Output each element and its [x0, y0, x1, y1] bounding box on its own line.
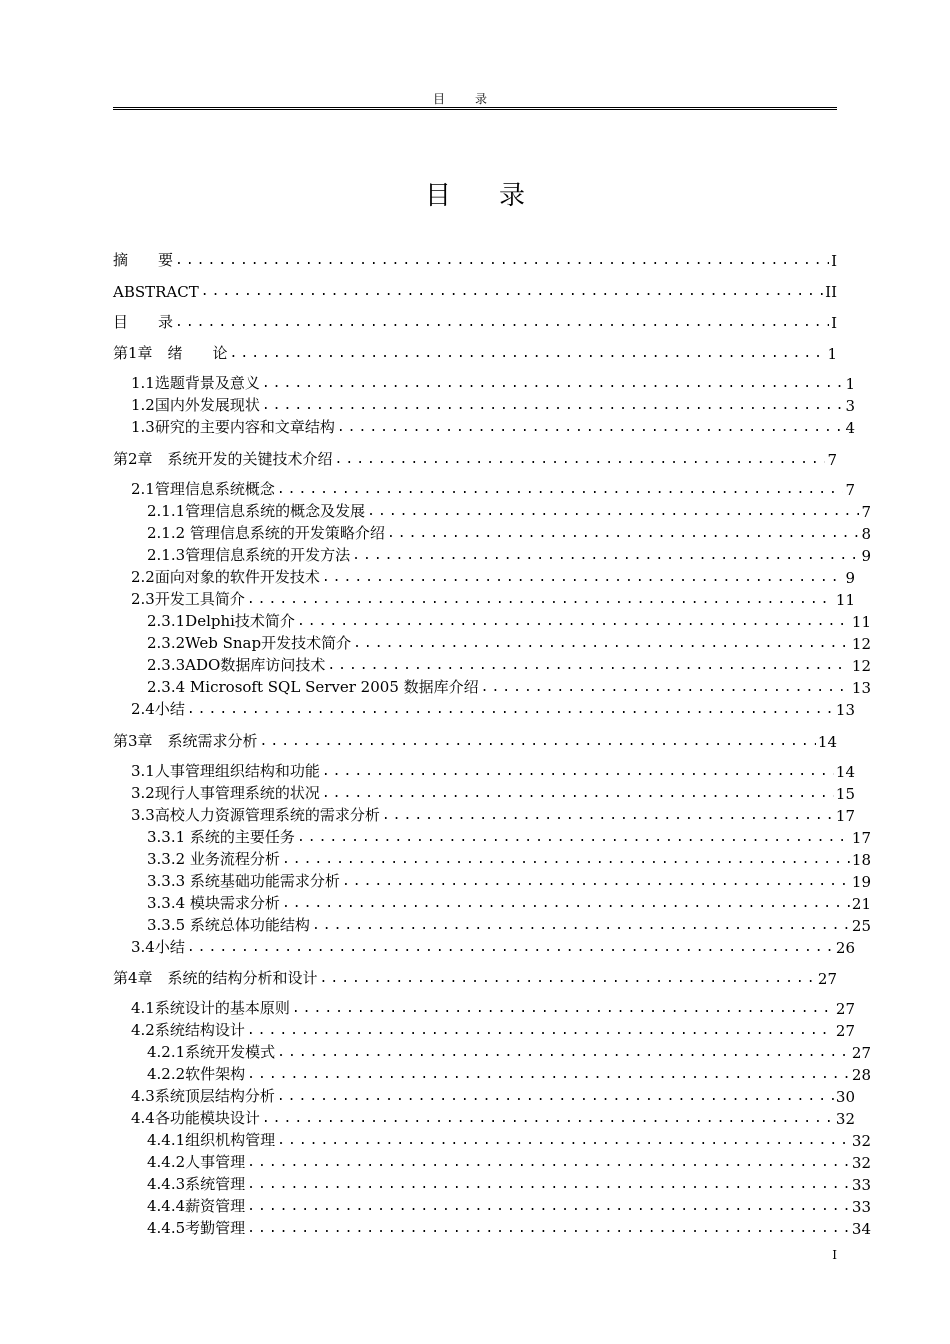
toc-entry-label: 4.4.5考勤管理 [147, 1219, 246, 1237]
toc-entry[interactable] [113, 1040, 871, 1062]
dot-leader [481, 681, 850, 697]
toc-entry[interactable] [113, 415, 855, 437]
toc-entry-page-number: 25 [851, 917, 871, 935]
toc-entry[interactable] [113, 781, 855, 803]
toc-entry[interactable] [113, 521, 871, 543]
toc-entry-page-number: 14 [817, 733, 837, 751]
toc-entry-page-number: 7 [827, 451, 837, 469]
toc-entry-label: 第3章 系统需求分析 [113, 732, 258, 750]
toc-entry-page-number: 30 [835, 1088, 855, 1106]
toc-entry-label: 4.4各功能模块设计 [131, 1109, 260, 1127]
toc-entry-page-number: 12 [851, 635, 871, 653]
toc-entry[interactable] [113, 913, 871, 935]
toc-entry-label: 2.1.1管理信息系统的概念及发展 [147, 502, 366, 520]
toc-entry-label: 3.3.1 系统的主要任务 [147, 828, 295, 846]
toc-entry[interactable] [113, 341, 837, 363]
toc-entry-label: 4.2.2软件架构 [147, 1065, 246, 1083]
dot-leader [175, 254, 829, 270]
toc-entry[interactable] [113, 447, 837, 469]
dot-leader [230, 347, 826, 363]
toc-entry[interactable] [113, 869, 871, 891]
toc-entry-label: 2.4小结 [131, 700, 185, 718]
toc-entry-page-number: 8 [861, 525, 871, 543]
toc-entry-page-number: I [831, 314, 837, 332]
toc-entry[interactable] [113, 310, 837, 332]
toc-entry-label: 目 录 [113, 313, 174, 331]
toc-entry-label: 第1章 绪 论 [113, 344, 228, 362]
toc-entry[interactable] [113, 803, 855, 825]
toc-entry-label: 1.2国内外发展现状 [131, 396, 260, 414]
toc-entry-label: 4.4.1组织机构管理 [147, 1131, 276, 1149]
running-header: 目录 [432, 92, 517, 106]
toc-entry-page-number: 27 [835, 1000, 855, 1018]
toc-entry[interactable] [113, 935, 855, 957]
dot-leader [201, 285, 823, 301]
dot-leader [187, 703, 834, 719]
dot-leader [367, 505, 859, 521]
toc-entry-page-number: 18 [851, 851, 871, 869]
toc-entry-label: 2.3.2Web Snap开发技术简介 [147, 634, 352, 652]
toc-entry-label: 2.2面向对象的软件开发技术 [131, 568, 320, 586]
toc-entry-page-number: II [825, 283, 837, 301]
dot-leader [337, 421, 844, 437]
toc-entry[interactable] [113, 609, 871, 631]
dot-leader [277, 1046, 850, 1062]
toc-entry-label: 2.1.3管理信息系统的开发方法 [147, 546, 351, 564]
dot-leader [382, 809, 834, 825]
dot-leader [247, 1200, 850, 1216]
dot-leader [387, 527, 860, 543]
dot-leader [282, 897, 850, 913]
toc-entry[interactable] [113, 587, 855, 609]
toc-entry-label: 2.3.1Delphi技术简介 [147, 612, 295, 630]
toc-entry[interactable] [113, 1150, 871, 1172]
toc-entry-page-number: 27 [817, 970, 837, 988]
toc-entry[interactable] [113, 759, 855, 781]
dot-leader [352, 549, 859, 565]
dot-leader [247, 1024, 834, 1040]
dot-leader [187, 941, 834, 957]
toc-entry-page-number: 1 [827, 345, 837, 363]
toc-entry-label: 1.3研究的主要内容和文章结构 [131, 418, 335, 436]
toc-entry-page-number: 1 [845, 375, 855, 393]
toc-entry-page-number: 12 [851, 657, 871, 675]
toc-entry[interactable] [113, 1018, 855, 1040]
dot-leader [247, 1222, 850, 1238]
dot-leader [262, 399, 844, 415]
toc-entry-label: 4.1系统设计的基本原则 [131, 999, 290, 1017]
dot-leader [320, 972, 816, 988]
dot-leader [342, 875, 850, 891]
toc-entry[interactable] [113, 565, 855, 587]
toc-entry-label: 3.3高校人力资源管理系统的需求分析 [131, 806, 380, 824]
toc-entry[interactable] [113, 825, 871, 847]
toc-entry-label: 3.2现行人事管理系统的状况 [131, 784, 320, 802]
dot-leader [277, 1134, 850, 1150]
toc-entry-label: 4.4.3系统管理 [147, 1175, 246, 1193]
dot-leader [327, 659, 850, 675]
dot-leader [322, 787, 834, 803]
toc-entry[interactable] [113, 847, 871, 869]
page-title: 目录 [424, 181, 573, 211]
toc-entry-label: 1.1选题背景及意义 [131, 374, 260, 392]
dot-leader [262, 377, 844, 393]
toc-entry-label: 2.3.4 Microsoft SQL Server 2005 数据库介绍 [147, 678, 479, 696]
toc-entry-label: 3.1人事管理组织结构和功能 [131, 762, 320, 780]
dot-leader [292, 1002, 834, 1018]
toc-entry-page-number: 11 [851, 613, 871, 631]
page-number: I [832, 1248, 837, 1262]
toc-entry[interactable] [113, 543, 871, 565]
dot-leader [247, 1178, 850, 1194]
toc-entry[interactable] [113, 1194, 871, 1216]
toc-entry-page-number: 9 [861, 547, 871, 565]
toc-entry-page-number: 13 [835, 701, 855, 719]
toc-entry-label: 4.4.4薪资管理 [147, 1197, 246, 1215]
dot-leader [322, 765, 834, 781]
toc-entry-label: 3.3.3 系统基础功能需求分析 [147, 872, 340, 890]
header-rule [113, 107, 837, 110]
toc-entry-label: 3.3.5 系统总体功能结构 [147, 916, 310, 934]
toc-entry[interactable] [113, 1084, 855, 1106]
toc-entry-label: 3.4小结 [131, 938, 185, 956]
dot-leader [247, 1068, 850, 1084]
toc-entry-page-number: 13 [851, 679, 871, 697]
toc-entry-label: 2.3.3ADO数据库访问技术 [147, 656, 326, 674]
toc-entry-page-number: 11 [835, 591, 855, 609]
toc-entry-label: 3.3.2 业务流程分析 [147, 850, 280, 868]
dot-leader [262, 1112, 834, 1128]
dot-leader [247, 1156, 850, 1172]
toc-entry[interactable] [113, 996, 855, 1018]
toc-entry-page-number: 4 [845, 419, 855, 437]
toc-entry-page-number: 7 [861, 503, 871, 521]
dot-leader [282, 853, 850, 869]
dot-leader [175, 316, 829, 332]
toc-entry-page-number: 34 [851, 1220, 871, 1238]
dot-leader [312, 919, 850, 935]
toc-entry[interactable] [113, 653, 871, 675]
toc-entry[interactable] [113, 1062, 871, 1084]
dot-leader [297, 615, 850, 631]
toc-entry-page-number: 33 [851, 1198, 871, 1216]
toc-entry[interactable] [113, 891, 871, 913]
toc-entry-page-number: 17 [835, 807, 855, 825]
toc-entry[interactable] [113, 729, 837, 751]
toc-entry-page-number: 14 [835, 763, 855, 781]
toc-entry-label: 4.3系统顶层结构分析 [131, 1087, 275, 1105]
toc-entry-page-number: 33 [851, 1176, 871, 1194]
toc-entry[interactable] [113, 631, 871, 653]
toc-entry-page-number: 27 [851, 1044, 871, 1062]
toc-entry-page-number: 32 [851, 1154, 871, 1172]
toc-entry-page-number: 3 [845, 397, 855, 415]
toc-entry-label: 4.4.2人事管理 [147, 1153, 246, 1171]
toc-entry-page-number: 21 [851, 895, 871, 913]
toc-entry-page-number: 32 [851, 1132, 871, 1150]
toc-entry-page-number: 28 [851, 1066, 871, 1084]
toc-entry[interactable] [113, 499, 871, 521]
dot-leader [322, 571, 844, 587]
toc-entry-label: 第2章 系统开发的关键技术介绍 [113, 450, 333, 468]
toc-entry-page-number: 32 [835, 1110, 855, 1128]
toc-entry[interactable] [113, 393, 855, 415]
toc-entry[interactable] [113, 1216, 871, 1238]
toc-entry[interactable] [113, 1172, 871, 1194]
toc-entry-page-number: 26 [835, 939, 855, 957]
toc-entry-label: ABSTRACT [113, 283, 199, 301]
toc-entry-label: 2.1管理信息系统概念 [131, 480, 275, 498]
toc-entry[interactable] [113, 1128, 871, 1150]
toc-entry-label: 第4章 系统的结构分析和设计 [113, 969, 318, 987]
toc-entry[interactable] [113, 279, 837, 301]
toc-entry[interactable] [113, 371, 855, 393]
toc-entry[interactable] [113, 966, 837, 988]
toc-entry-label: 摘 要 [113, 251, 174, 269]
toc-entry[interactable] [113, 248, 837, 270]
toc-entry-page-number: 27 [835, 1022, 855, 1040]
dot-leader [247, 593, 834, 609]
toc-entry-page-number: I [831, 252, 837, 270]
dot-leader [297, 831, 850, 847]
dot-leader [277, 1090, 834, 1106]
toc-entry-label: 4.2系统结构设计 [131, 1021, 245, 1039]
toc-entry-label: 2.1.2 管理信息系统的开发策略介绍 [147, 524, 385, 542]
toc-entry-page-number: 9 [845, 569, 855, 587]
dot-leader [277, 483, 844, 499]
toc-entry[interactable] [113, 1106, 855, 1128]
toc-entry[interactable] [113, 477, 855, 499]
toc-entry-page-number: 7 [845, 481, 855, 499]
toc-entry-label: 2.3开发工具简介 [131, 590, 245, 608]
toc-entry-page-number: 15 [835, 785, 855, 803]
dot-leader [260, 735, 816, 751]
toc-entry-page-number: 19 [851, 873, 871, 891]
toc-entry[interactable] [113, 697, 855, 719]
dot-leader [335, 453, 826, 469]
toc-entry-page-number: 17 [851, 829, 871, 847]
toc-entry-label: 4.2.1系统开发模式 [147, 1043, 276, 1061]
toc-entry-label: 3.3.4 模块需求分析 [147, 894, 280, 912]
toc-entry[interactable] [113, 675, 871, 697]
dot-leader [353, 637, 850, 653]
